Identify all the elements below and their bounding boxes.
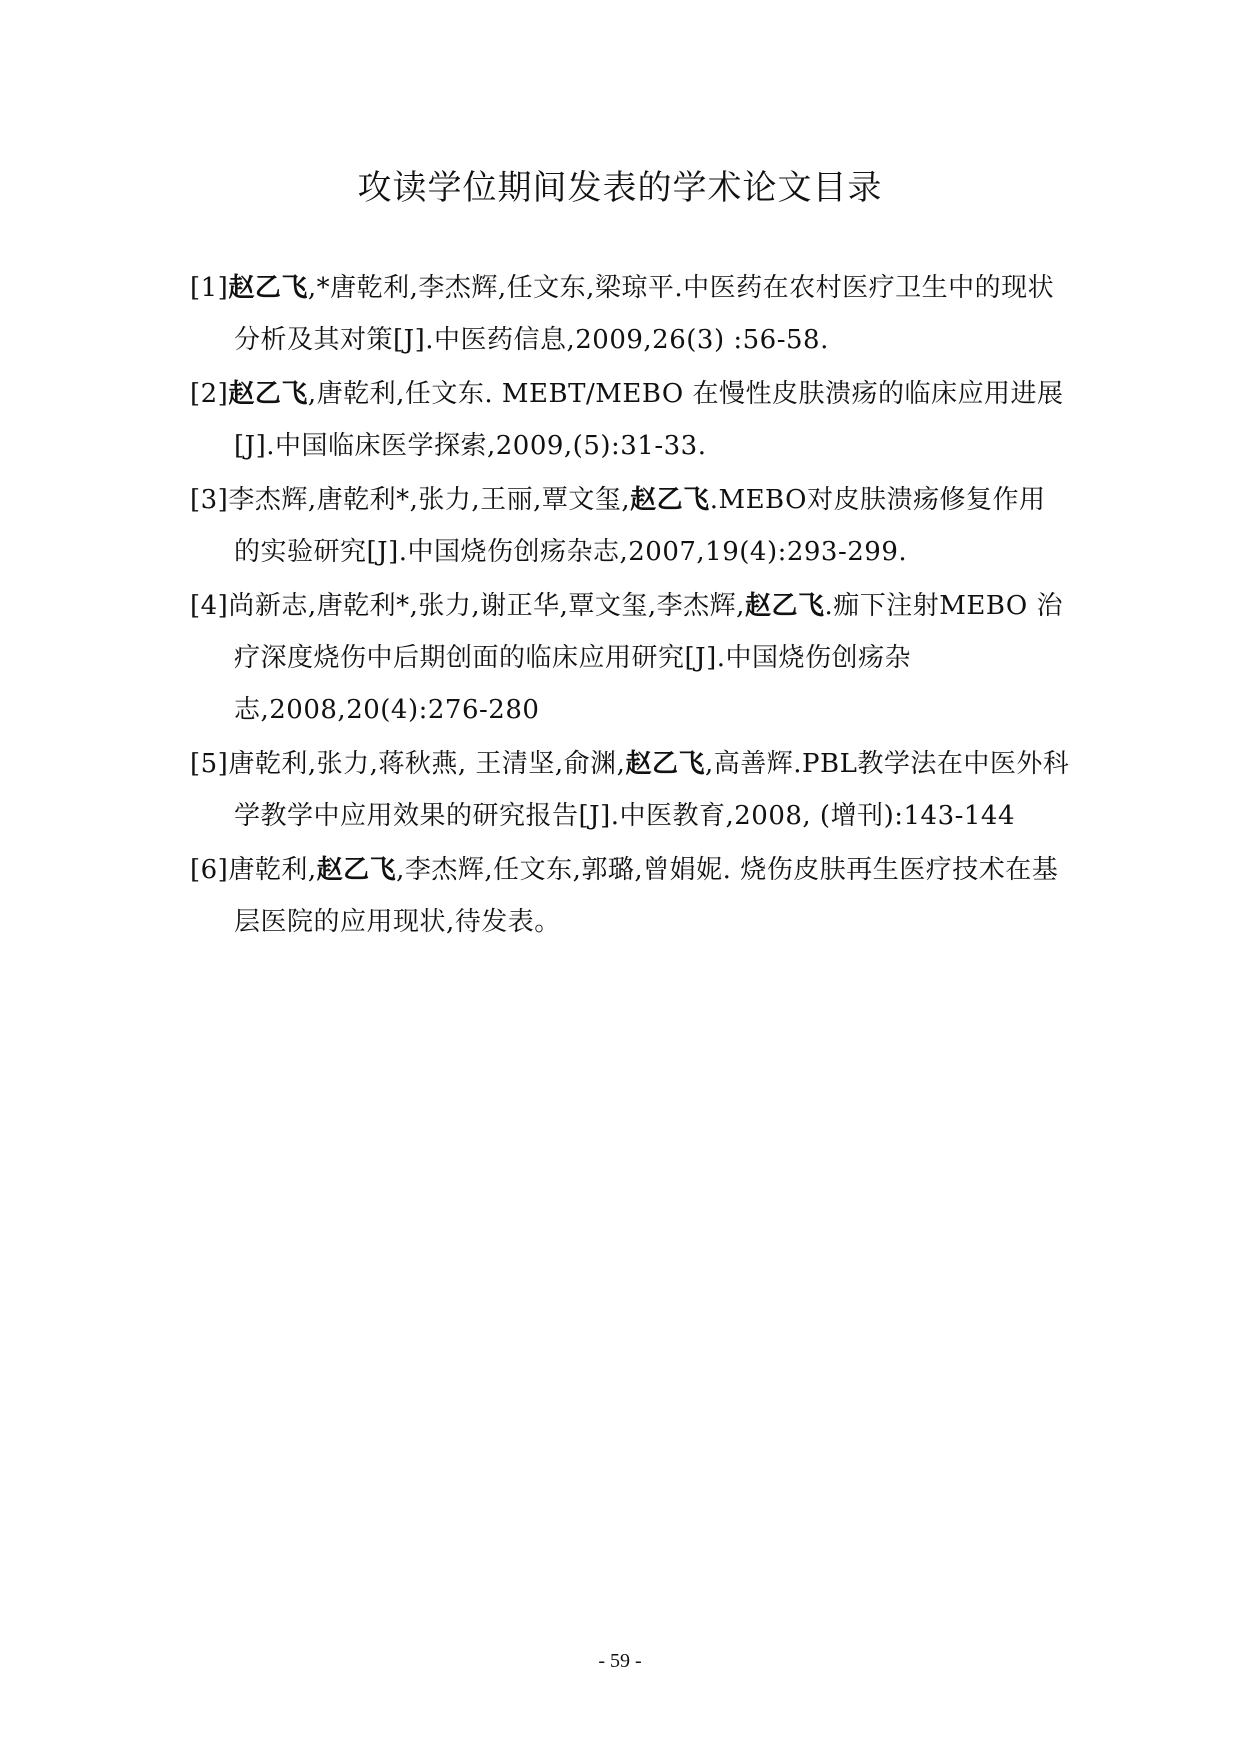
page-title: 攻读学位期间发表的学术论文目录 [357,168,883,208]
reference-number: [4] [190,591,229,621]
reference-text-before: 唐乾利, [228,855,317,885]
reference-text-after: ,高善辉.PBL教学法在中医外科学教学中应用效果的研究报告[J].中医教育,2008, (增刊):143-144 [234,749,1070,831]
highlighted-author: 赵乙飞 [744,591,825,621]
highlighted-author: 赵乙飞 [630,485,710,515]
reference-text-after: ,*唐乾利,李杰辉,任文东,梁琼平.中医药在农村医疗卫生中的现状分析及其对策[J].中医药信息,2009,26(3) :56-58. [234,273,1055,355]
reference-list [190,262,1070,950]
reference-text-after: ,李杰辉,任文东,郭璐,曾娟妮. 烧伤皮肤再生医疗技术在基层医院的应用现状,待发表。 [234,855,1059,937]
reference-text-after: ,唐乾利,任文东. MEBT/MEBO 在慢性皮肤溃疡的临床应用进展[J].中国临床医学探索,2009,(5):31-33. [234,379,1064,461]
highlighted-author: 赵乙飞 [625,749,705,779]
reference-text-after: .MEBO对皮肤溃疡修复作用的实验研究[J].中国烧伤创疡杂志,2007,19(4):293-299. [234,485,1046,567]
reference-item [190,262,1070,366]
reference-item [190,368,1070,472]
reference-text-after: .痂下注射MEBO 治疗深度烧伤中后期创面的临床应用研究[J].中国烧伤创疡杂志,2008,20(4):276-280 [234,591,1063,725]
reference-text-before: 尚新志,唐乾利*,张力,谢正华,覃文玺,李杰辉, [228,591,745,621]
reference-number: [2] [190,379,229,409]
reference-text-before: 李杰辉,唐乾利*,张力,王丽,覃文玺, [228,485,631,515]
reference-item [190,474,1070,578]
reference-number: [5] [190,749,229,779]
reference-item [190,580,1070,736]
reference-number: [3] [190,485,229,515]
page-number: - 59 - [598,1650,642,1672]
reference-number: [6] [190,855,229,885]
highlighted-author: 赵乙飞 [228,379,308,409]
reference-item [190,738,1070,842]
reference-text-before: 唐乾利,张力,蒋秋燕, 王清坚,俞渊, [228,749,626,779]
highlighted-author: 赵乙飞 [316,855,397,885]
reference-number: [1] [190,273,229,303]
highlighted-author: 赵乙飞 [228,273,308,303]
reference-item [190,844,1070,948]
